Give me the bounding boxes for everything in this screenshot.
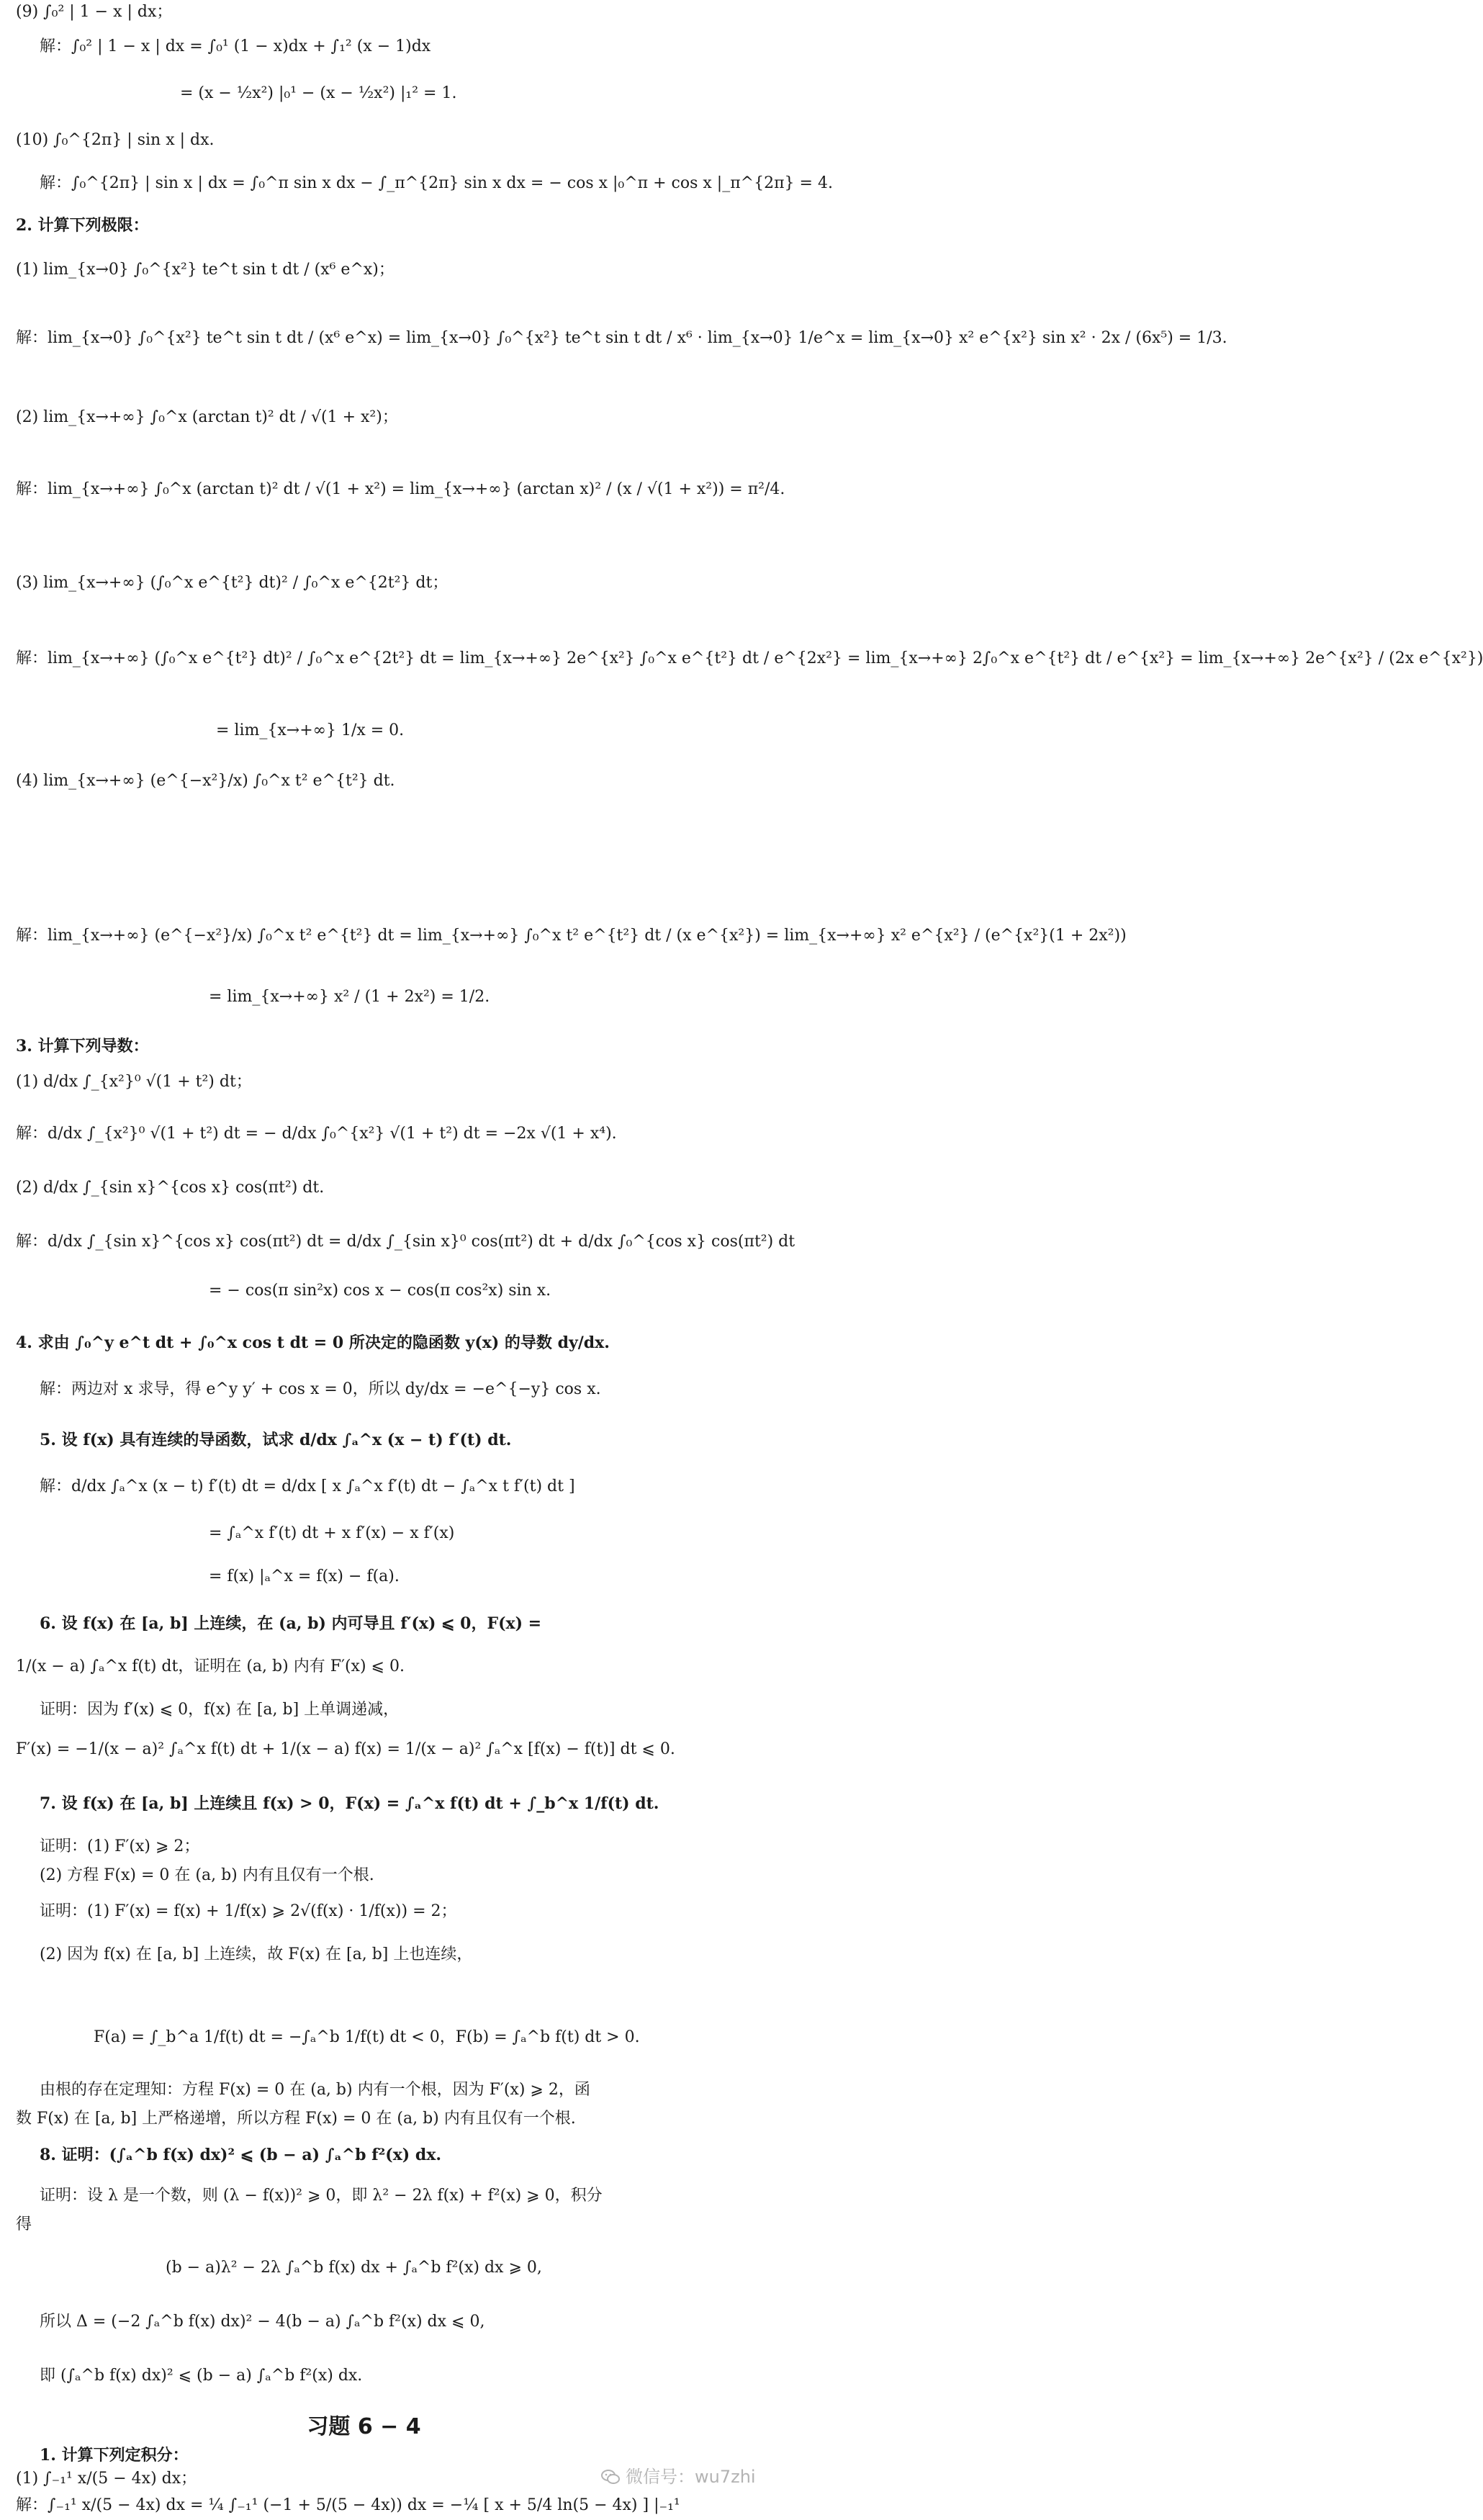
text-line: 解：lim_{x→+∞} ∫₀^x (arctan t)² dt / √(1 + x²) = lim_{x→+∞} (arctan x)² / (x / √(1 + x²)) = π²/4. [16, 480, 785, 498]
text-line: = lim_{x→+∞} 1/x = 0. [216, 721, 405, 739]
problem-statement: 5. 设 f(x) 具有连续的导函数，试求 d/dx ∫ₐ^x (x − t) f′(t) dt. [40, 1431, 512, 1449]
text-line: 解：∫₀² | 1 − x | dx = ∫₀¹ (1 − x)dx + ∫₁² (x − 1)dx [40, 37, 431, 55]
section-heading: 3. 计算下列导数： [16, 1037, 149, 1056]
text-line: 解：lim_{x→+∞} (e^{−x²}/x) ∫₀^x t² e^{t²} dt = lim_{x→+∞} ∫₀^x t² e^{t²} dt / (x e^{x²}) = lim_{x→+∞} x² e^{x²} / (e^{x²}(1 + 2x²)) [16, 927, 1127, 945]
text-line: (10) ∫₀^{2π} | sin x | dx. [16, 131, 215, 149]
text-line: 证明：(1) F′(x) = f(x) + 1/f(x) ⩾ 2√(f(x) · 1/f(x)) = 2； [40, 1902, 457, 1920]
text-line: (b − a)λ² − 2λ ∫ₐ^b f(x) dx + ∫ₐ^b f²(x) dx ⩾ 0, [166, 2259, 542, 2277]
text-line: 所以 Δ = (−2 ∫ₐ^b f(x) dx)² − 4(b − a) ∫ₐ^b f²(x) dx ⩽ 0, [40, 2313, 485, 2331]
text-line: (2) 因为 f(x) 在 [a, b] 上连续，故 F(x) 在 [a, b] 上也连续， [40, 1945, 473, 1963]
text-line: 解：∫₋₁¹ x/(5 − 4x) dx = ¼ ∫₋₁¹ (−1 + 5/(5 − 4x)) dx = −¼ [ x + 5/4 ln(5 − 4x) ] |₋₁¹ [16, 2496, 680, 2514]
wechat-icon [601, 2469, 620, 2485]
text-line: 证明：(1) F′(x) ⩾ 2； [40, 1837, 200, 1855]
text-line: (1) d/dx ∫_{x²}⁰ √(1 + t²) dt； [16, 1073, 252, 1091]
watermark [601, 2462, 756, 2488]
text-line: = ∫ₐ^x f′(t) dt + x f′(x) − x f′(x) [209, 1524, 455, 1542]
text-line: 解：∫₀^{2π} | sin x | dx = ∫₀^π sin x dx − ∫_π^{2π} sin x dx = − cos x |₀^π + cos x |_π^{2π} = 4. [40, 174, 833, 192]
text-line: 解：lim_{x→0} ∫₀^{x²} te^t sin t dt / (x⁶ e^x) = lim_{x→0} ∫₀^{x²} te^t sin t dt / x⁶ · lim_{x→0} 1/e^x = lim_{x→0} x² e^{x²} sin x² · 2x / (6x⁵) = 1/3. [16, 329, 1227, 347]
text-line: F(a) = ∫_b^a 1/f(t) dt = −∫ₐ^b 1/f(t) dt < 0，F(b) = ∫ₐ^b f(t) dt > 0. [94, 2028, 640, 2046]
text-line: 解：d/dx ∫_{sin x}^{cos x} cos(πt²) dt = d/dx ∫_{sin x}⁰ cos(πt²) dt + d/dx ∫₀^{cos x} cos(πt²) dt [16, 1233, 795, 1251]
text-line: 1/(x − a) ∫ₐ^x f(t) dt，证明在 (a, b) 内有 F′(x) ⩽ 0. [16, 1657, 405, 1675]
text-line: (2) lim_{x→+∞} ∫₀^x (arctan t)² dt / √(1 + x²)； [16, 408, 398, 426]
text-line: 得 [16, 2215, 32, 2233]
problem-statement: 8. 证明：(∫ₐ^b f(x) dx)² ⩽ (b − a) ∫ₐ^b f²(x) dx. [40, 2146, 442, 2164]
section-heading: 1. 计算下列定积分： [40, 2446, 189, 2465]
text-line: 数 F(x) 在 [a, b] 上严格递增，所以方程 F(x) = 0 在 (a, b) 内有且仅有一个根. [16, 2110, 576, 2128]
text-line: 解：两边对 x 求导，得 e^y y′ + cos x = 0，所以 dy/dx = −e^{−y} cos x. [40, 1380, 601, 1398]
text-line: = f(x) |ₐ^x = f(x) − f(a). [209, 1567, 400, 1585]
section-heading: 2. 计算下列极限： [16, 216, 149, 235]
text-line: 证明：因为 f′(x) ⩽ 0，f(x) 在 [a, b] 上单调递减， [40, 1701, 400, 1719]
text-line: 解：d/dx ∫ₐ^x (x − t) f′(t) dt = d/dx [ x ∫ₐ^x f′(t) dt − ∫ₐ^x t f′(t) dt ] [40, 1477, 575, 1495]
text-line: = − cos(π sin²x) cos x − cos(π cos²x) sin x. [209, 1282, 551, 1300]
text-line: (4) lim_{x→+∞} (e^{−x²}/x) ∫₀^x t² e^{t²} dt. [16, 772, 395, 790]
text-line: 证明：设 λ 是一个数，则 (λ − f(x))² ⩾ 0，即 λ² − 2λ f(x) + f²(x) ⩾ 0，积分 [40, 2187, 603, 2205]
text-line: 解：d/dx ∫_{x²}⁰ √(1 + t²) dt = − d/dx ∫₀^{x²} √(1 + t²) dt = −2x √(1 + x⁴). [16, 1125, 617, 1143]
text-line: (2) d/dx ∫_{sin x}^{cos x} cos(πt²) dt. [16, 1179, 325, 1197]
text-line: (9) ∫₀² | 1 − x | dx； [16, 3, 173, 21]
problem-statement: 7. 设 f(x) 在 [a, b] 上连续且 f(x) > 0，F(x) = ∫ₐ^x f(t) dt + ∫_b^x 1/f(t) dt. [40, 1794, 659, 1813]
text-line: (1) ∫₋₁¹ x/(5 − 4x) dx； [16, 2470, 197, 2488]
problem-statement: 4. 求由 ∫₀^y e^t dt + ∫₀^x cos t dt = 0 所决定的隐函数 y(x) 的导数 dy/dx. [16, 1333, 610, 1352]
text-line: = (x − ½x²) |₀¹ − (x − ½x²) |₁² = 1. [180, 84, 457, 102]
text-line: (1) lim_{x→0} ∫₀^{x²} te^t sin t dt / (x⁶ e^x)； [16, 261, 395, 279]
problem-statement: 6. 设 f(x) 在 [a, b] 上连续，在 (a, b) 内可导且 f′(x) ⩽ 0，F(x) = [40, 1614, 542, 1633]
text-line: F′(x) = −1/(x − a)² ∫ₐ^x f(t) dt + 1/(x − a) f(x) = 1/(x − a)² ∫ₐ^x [f(x) − f(t)] dt ⩽ 0. [16, 1740, 675, 1758]
text-line: 由根的存在定理知：方程 F(x) = 0 在 (a, b) 内有一个根，因为 F′(x) ⩾ 2，函 [40, 2081, 590, 2099]
text-line: (2) 方程 F(x) = 0 在 (a, b) 内有且仅有一个根. [40, 1866, 374, 1884]
text-line: 即 (∫ₐ^b f(x) dx)² ⩽ (b − a) ∫ₐ^b f²(x) dx. [40, 2367, 363, 2385]
section-title: 习题 6 − 4 [307, 2414, 421, 2439]
text-line: = lim_{x→+∞} x² / (1 + 2x²) = 1/2. [209, 988, 490, 1006]
text-line: (3) lim_{x→+∞} (∫₀^x e^{t²} dt)² / ∫₀^x e^{2t²} dt； [16, 574, 448, 592]
watermark-text: 微信号：wu7zhi [626, 2467, 756, 2487]
text-line: 解：lim_{x→+∞} (∫₀^x e^{t²} dt)² / ∫₀^x e^{2t²} dt = lim_{x→+∞} 2e^{x²} ∫₀^x e^{t²} dt / e^{2x²} = lim_{x→+∞} 2∫₀^x e^{t²} dt / e^{x²} = lim_{x→+∞} 2e^{x²} / (2x e^{x²}) [16, 649, 1483, 667]
